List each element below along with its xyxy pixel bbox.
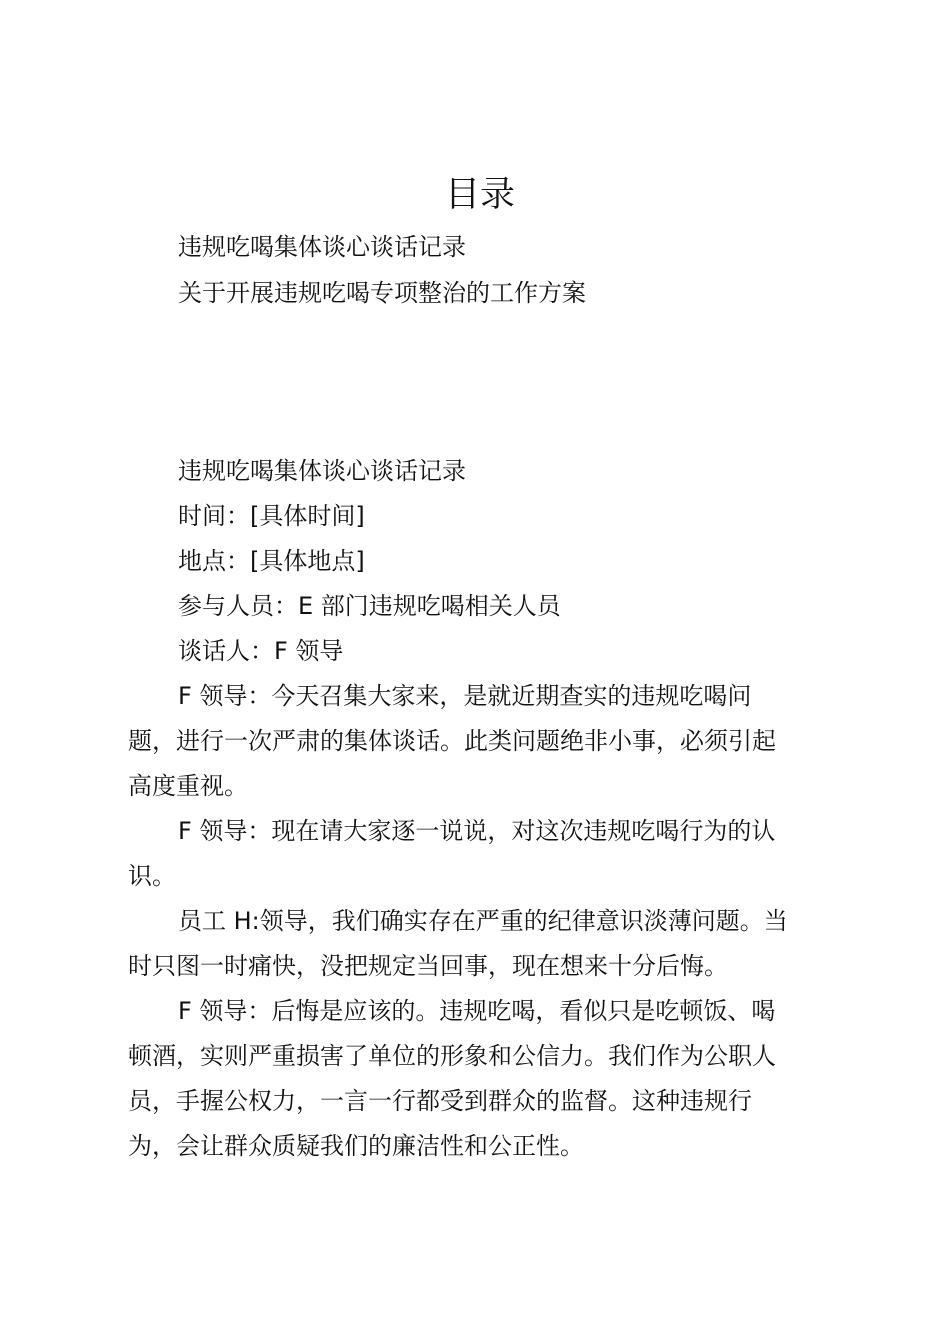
record-time: 时间：[具体时间]: [178, 502, 365, 530]
paragraph-line: 题，进行一次严肃的集体谈话。此类问题绝非小事，必须引起: [128, 727, 776, 755]
paragraph-line: 时只图一时痛快，没把规定当回事，现在想来十分后悔。: [128, 952, 728, 980]
record-heading: 违规吃喝集体谈心谈话记录: [178, 457, 466, 485]
dialogue-paragraph: [128, 809, 828, 899]
record-place: 地点：[具体地点]: [178, 547, 365, 575]
dialogue-paragraph: [128, 989, 828, 1169]
dialogue-paragraph: [128, 674, 828, 809]
paragraph-line: 高度重视。: [128, 772, 248, 800]
paragraph-line: 员，手握公权力，一言一行都受到群众的监督。这种违规行: [128, 1087, 752, 1115]
paragraph-line: 识。: [128, 862, 176, 890]
paragraph-line: 为，会让群众质疑我们的廉洁性和公正性。: [128, 1132, 584, 1160]
paragraph-line: 员工 H:领导，我们确实存在严重的纪律意识淡薄问题。当: [178, 907, 788, 935]
toc-list: [178, 224, 586, 316]
paragraph-line: 顿酒，实则严重损害了单位的形象和公信力。我们作为公职人: [128, 1042, 776, 1070]
record-speaker: 谈话人：F 领导: [178, 637, 344, 665]
toc-title: 目录: [444, 175, 515, 215]
toc-item[interactable]: 违规吃喝集体谈心谈话记录: [178, 233, 466, 261]
paragraph-line: F 领导：今天召集大家来，是就近期查实的违规吃喝问: [178, 682, 752, 710]
dialogue-paragraph: [128, 899, 828, 989]
toc-item[interactable]: 关于开展违规吃喝专项整治的工作方案: [178, 279, 586, 307]
record-participants: 参与人员：E 部门违规吃喝相关人员: [178, 592, 561, 620]
paragraph-line: F 领导：现在请大家逐一说说，对这次违规吃喝行为的认: [178, 817, 776, 845]
paragraph-line: F 领导：后悔是应该的。违规吃喝，看似只是吃顿饭、喝: [178, 997, 776, 1025]
talk-record: [128, 449, 828, 1169]
